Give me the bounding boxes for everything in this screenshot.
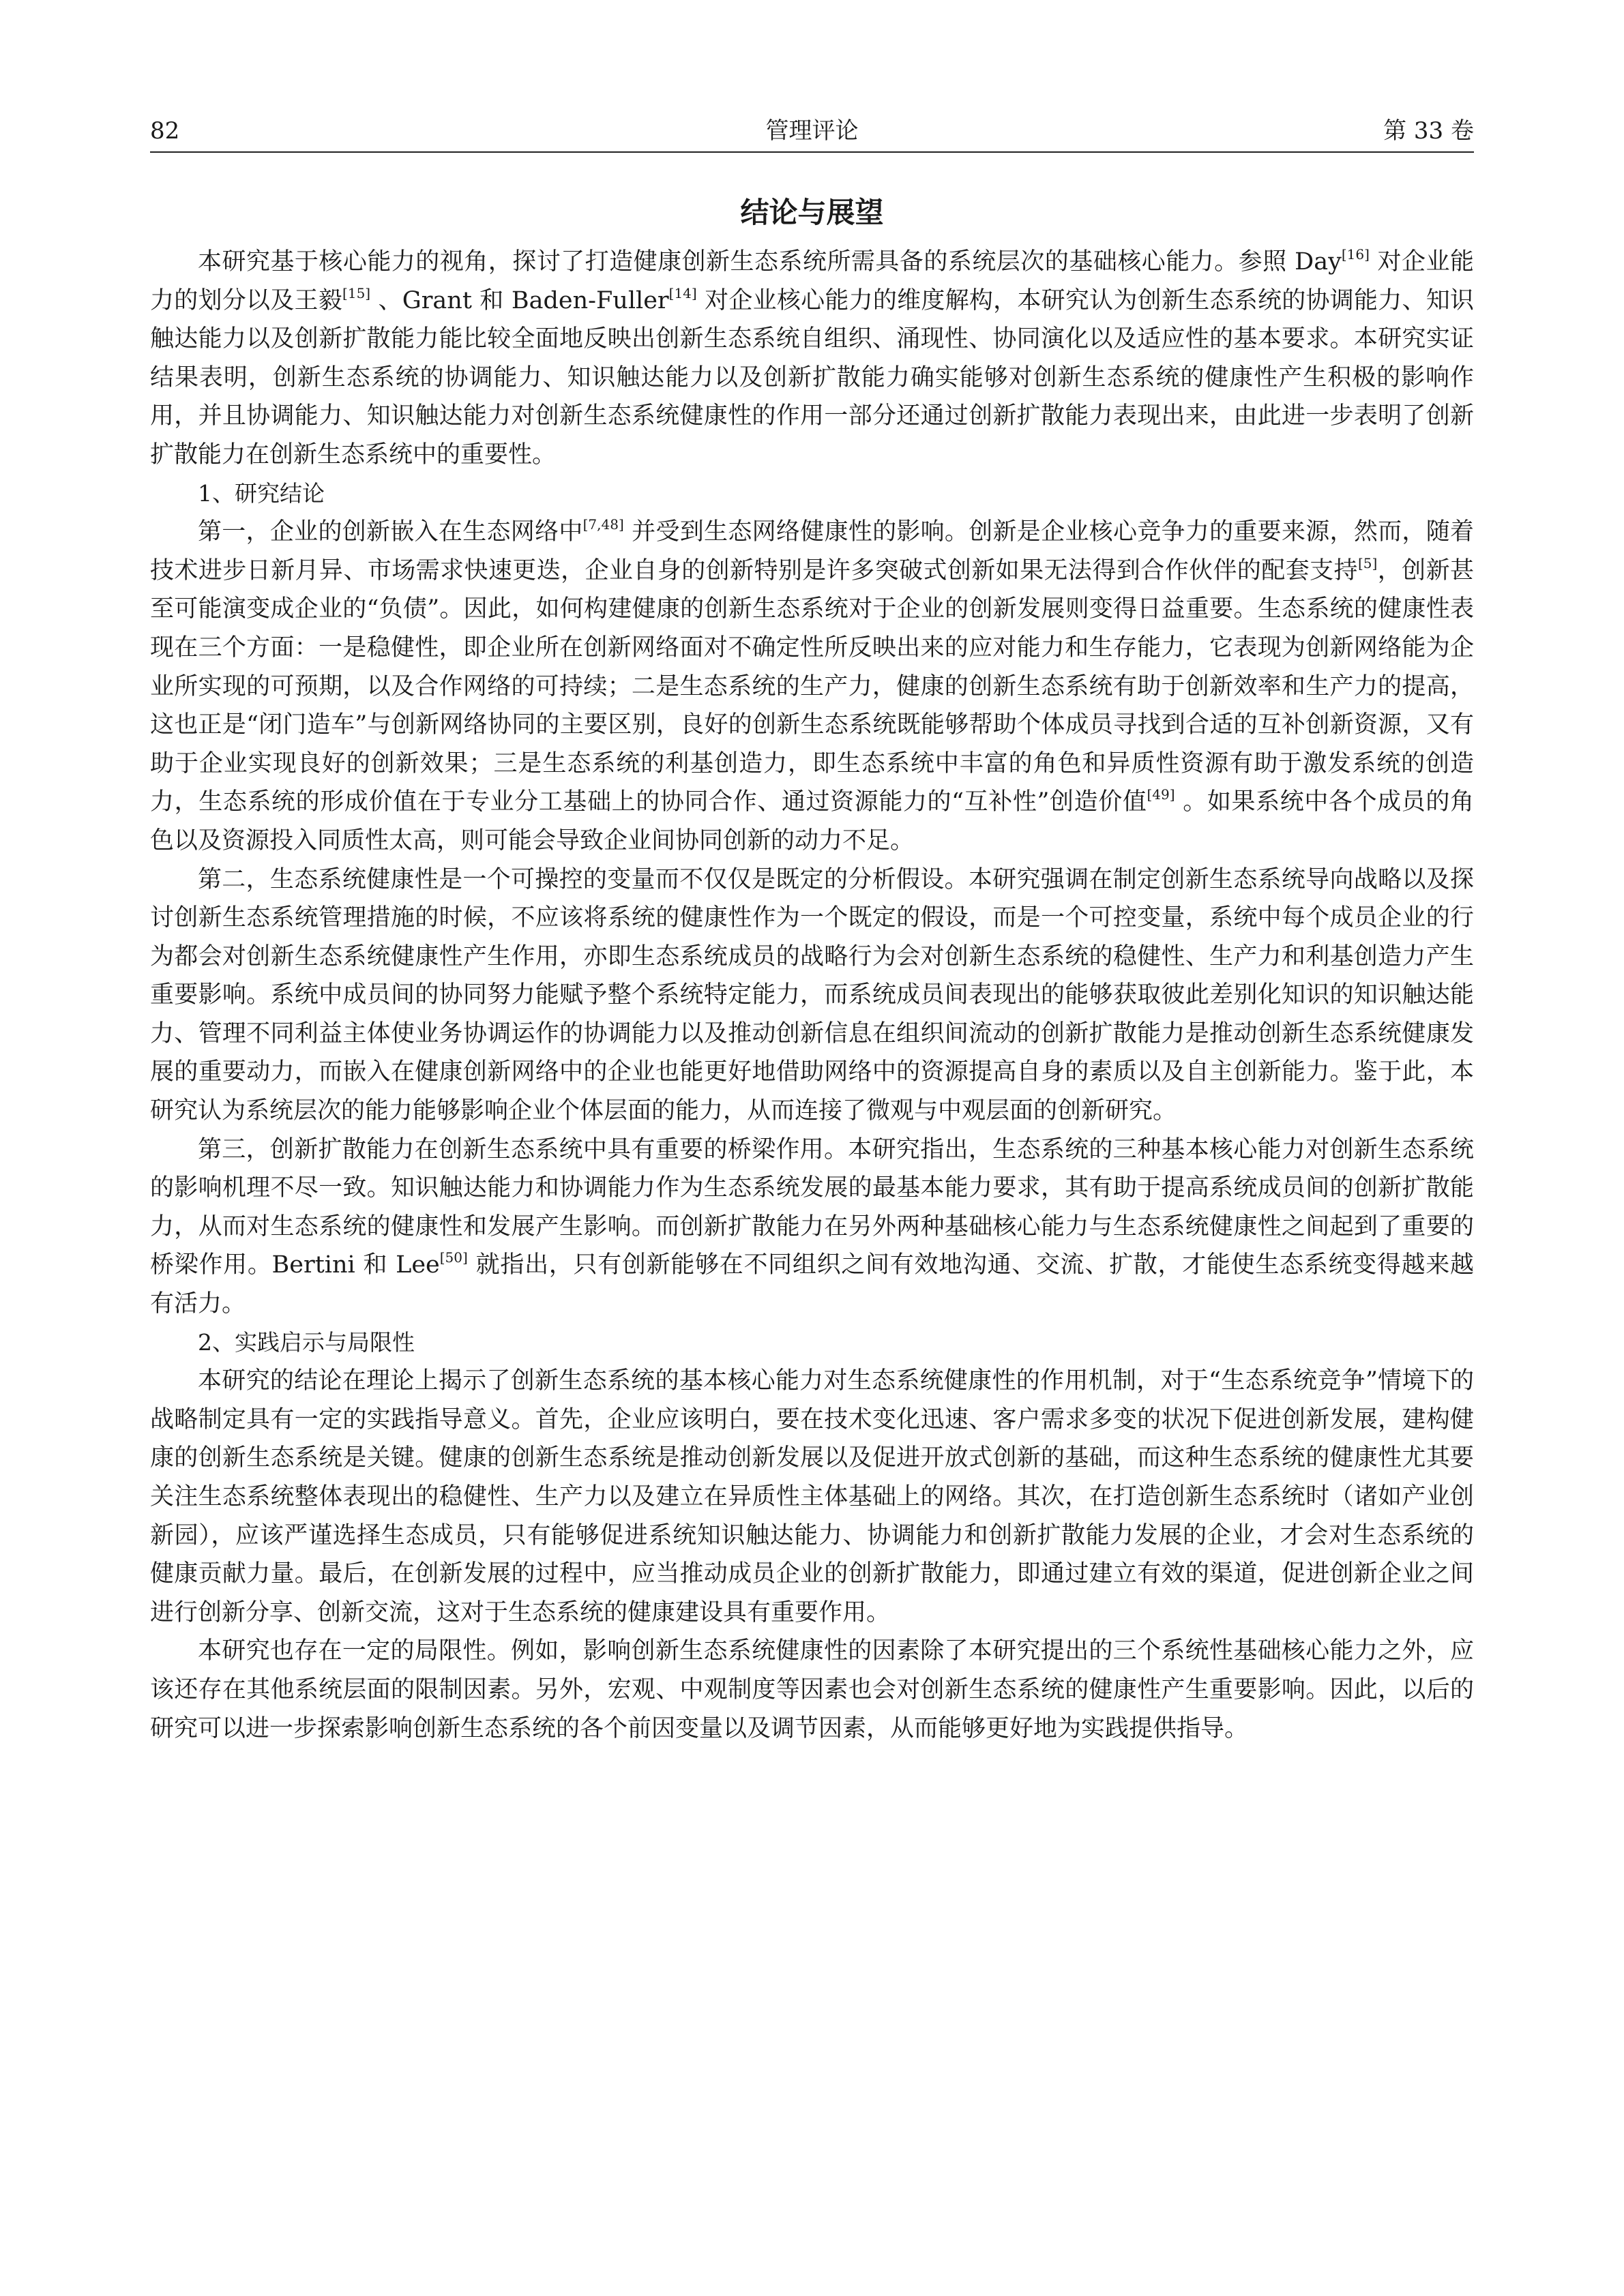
volume-label: 第 33 卷 [1383, 117, 1474, 145]
body-text [150, 243, 1474, 1748]
citation: [14] [668, 284, 697, 301]
text-run: 对企业能力的划分以及王毅 [150, 248, 1474, 314]
subsection-heading-implications: 2、实践启示与局限性 [198, 1328, 415, 1356]
page-number: 82 [150, 117, 180, 145]
journal-page [150, 116, 1474, 2243]
text-run: 本研究基于核心能力的视角，探讨了打造健康创新生态系统所需具备的系统层次的基础核心能力。参照 Day [198, 248, 1342, 275]
paragraph-third [150, 1131, 1474, 1324]
text-run: 并受到生态网络健康性的影响。创新是企业核心竞争力的重要来源，然而，随着技术进步日新月异、市场需求快速更迭，企业自身的创新特别是许多突破式创新如果无法得到合作伙伴的配套支持 [150, 518, 1474, 584]
citation: [15] [342, 284, 371, 301]
text-run: 对企业核心能力的维度解构，本研究认为创新生态系统的协调能力、知识触达能力以及创新扩散能力能比较全面地反映出创新生态系统自组织、涌现性、协同演化以及适应性的基本要求。本研究实证结果表明，创新生态系统的协调能力、知识触达能力以及创新扩散能力确实能够对创新生态系统的健康性产生积极的影响作用，并且协调能力、知识触达能力对创新生态系统健康性的作用一部分还通过创新扩散能力表现出来，由此进一步表明了创新扩散能力在创新生态系统中的重要性。 [150, 286, 1474, 468]
intro-paragraph [150, 243, 1474, 475]
paragraph-first [150, 513, 1474, 860]
citation: [7,48] [582, 516, 624, 533]
section-title: 结论与展望 [740, 196, 884, 229]
journal-name: 管理评论 [765, 117, 859, 145]
text-run: 第三，创新扩散能力在创新生态系统中具有重要的桥梁作用。本研究指出，生态系统的三种基本核心能力对创新生态系统的影响机理不尽一致。知识触达能力和协调能力作为生态系统发展的最基本能力要求，其有助于提高系统成员间的创新扩散能力，从而对生态系统的健康性和发展产生影响。而创新扩散能力在另外两种基础核心能力与生态系统健康性之间起到了重要的桥梁作用。Bertini 和 Lee [150, 1135, 1474, 1279]
citation: [16] [1341, 246, 1370, 263]
running-header [150, 116, 1474, 153]
text-run: 就指出，只有创新能够在不同组织之间有效地沟通、交流、扩散，才能使生态系统变得越来越有活力。 [150, 1251, 1474, 1318]
text-run: ，创新甚至可能演变成企业的“负债”。因此，如何构建健康的创新生态系统对于企业的创新发展则变得日益重要。生态系统的健康性表现在三个方面：一是稳健性，即企业所在创新网络面对不确定性所反映出来的应对能力和生存能力，它表现为创新网络能为企业所实现的可预期，以及合作网络的可持续；二是生态系统的生产力，健康的创新生态系统有助于创新效率和生产力的提高，这也正是“闭门造车”与创新网络协同的主要区别，良好的创新生态系统既能够帮助个体成员寻找到合适的互补创新资源，又有助于企业实现良好的创新效果；三是生态系统的利基创造力，即生态系统中丰富的角色和异质性资源有助于激发系统的创造力，生态系统的形成价值在于专业分工基础上的协同合作、通过资源能力的“互补性”创造价值 [150, 556, 1474, 816]
paragraph-second: 第二，生态系统健康性是一个可操控的变量而不仅仅是既定的分析假设。本研究强调在制定创新生态系统导向战略以及探讨创新生态系统管理措施的时候，不应该将系统的健康性作为一个既定的假设，而是一个可控变量，系统中每个成员企业的行为都会对创新生态系统健康性产生作用，亦即生态系统成员的战略行为会对创新生态系统的稳健性、生产力和利基创造力产生重要影响。系统中成员间的协同努力能赋予整个系统特定能力，而系统成员间表现出的能够获取彼此差别化知识的知识触达能力、管理不同利益主体使业务协调运作的协调能力以及推动创新信息在组织间流动的创新扩散能力是推动创新生态系统健康发展的重要动力，而嵌入在健康创新网络中的企业也能更好地借助网络中的资源提高自身的素质以及自主创新能力。鉴于此，本研究认为系统层次的能力能够影响企业个体层面的能力，从而连接了微观与中观层面的创新研究。 [150, 865, 1474, 1125]
text-run: 。如果系统中各个成员的角色以及资源投入同质性太高，则可能会导致企业间协同创新的动力不足。 [150, 788, 1474, 854]
citation: [5] [1357, 554, 1378, 571]
text-run: 、Grant 和 Baden-Fuller [370, 286, 669, 314]
citation: [49] [1147, 786, 1175, 803]
paragraph-limitations: 本研究也存在一定的局限性。例如，影响创新生态系统健康性的因素除了本研究提出的三个系统性基础核心能力之外，应该还存在其他系统层面的限制因素。另外，宏观、中观制度等因素也会对创新生态系统的健康性产生重要影响。因此，以后的研究可以进一步探索影响创新生态系统的各个前因变量以及调节因素，从而能够更好地为实践提供指导。 [150, 1637, 1474, 1742]
paragraph-implications: 本研究的结论在理论上揭示了创新生态系统的基本核心能力对生态系统健康性的作用机制，对于“生态系统竞争”情境下的战略制定具有一定的实践指导意义。首先，企业应该明白，要在技术变化迅速、客户需求多变的状况下促进创新发展，建构健康的创新生态系统是关键。健康的创新生态系统是推动创新发展以及促进开放式创新的基础，而这种生态系统的健康性尤其要关注生态系统整体表现出的稳健性、生产力以及建立在异质性主体基础上的网络。其次，在打造创新生态系统时（诸如产业创新园），应该严谨选择生态成员，只有能够促进系统知识触达能力、协调能力和创新扩散能力发展的企业，才会对生态系统的健康贡献力量。最后，在创新发展的过程中，应当推动成员企业的创新扩散能力，即通过建立有效的渠道，促进创新企业之间进行创新分享、创新交流，这对于生态系统的健康建设具有重要作用。 [150, 1367, 1474, 1626]
subsection-heading-conclusions: 1、研究结论 [198, 479, 325, 507]
text-run: 第一，企业的创新嵌入在生态网络中 [198, 518, 583, 546]
citation: [50] [439, 1249, 468, 1266]
